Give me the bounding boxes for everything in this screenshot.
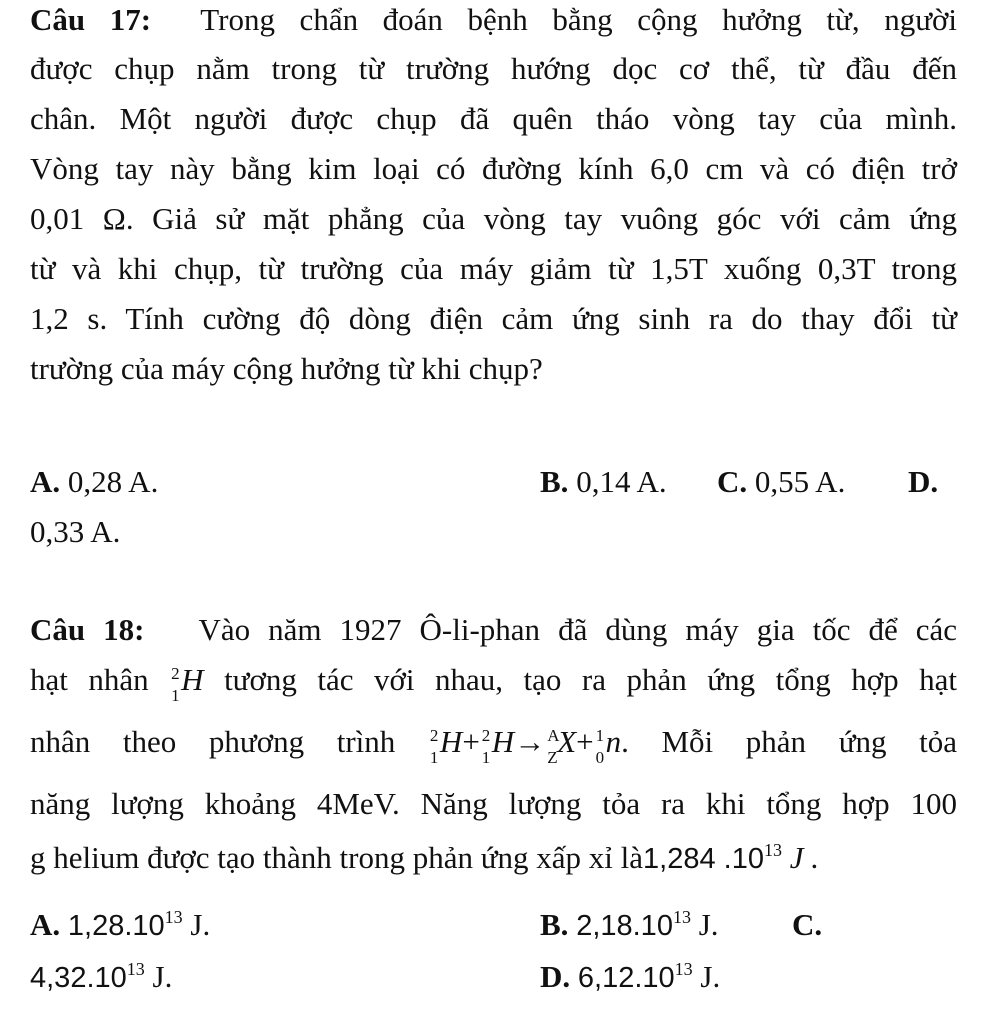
q18-line-5: g helium được tạo thành trong phản ứng xấp xỉ là1,284 $.10^{13}$ J . xyxy=(30,840,820,875)
q18-label: Câu 18: xyxy=(30,612,145,647)
q18-option-a: A. 1,28.10$^{13}$ J. xyxy=(30,907,211,942)
q17-option-d-text: 0,33 A. xyxy=(30,514,121,549)
q17-line-8: trường của máy cộng hưởng từ khi chụp? xyxy=(30,351,543,386)
q17-line-4: Vòng tay này bằng kim loại có đường kính 6,0 cm và có điện trở xyxy=(30,151,957,186)
q17-line-2: được chụp nằm trong từ trường hướng dọc cơ thể, từ đầu đến xyxy=(30,51,957,86)
q18-line-3: nhân theo phương trình 2 1 H+ 2 1 H→ A Z X+ 1 0 n. Mỗi phản ứng tỏa xyxy=(30,724,958,767)
q17-label: Câu 17: xyxy=(30,2,152,37)
q18-line-4: năng lượng khoảng 4MeV. Năng lượng tỏa ra khi tổng hợp 100 xyxy=(30,786,957,821)
q17-line-6: từ và khi chụp, từ trường của máy giảm từ 1,5T xuống 0,3T trong xyxy=(30,251,957,286)
q18-line-2: hạt nhân 2 1 H tương tác với nhau, tạo ra phản ứng tổng hợp hạt xyxy=(30,662,957,705)
q17-option-b: B. 0,14 A. xyxy=(540,464,667,499)
reaction-equation: 2 1 H+ 2 1 H→ A Z X+ 1 0 n xyxy=(429,724,622,767)
q17-line-5: 0,01 Ω. Giả sử mặt phẳng của vòng tay vuông góc với cảm ứng xyxy=(30,201,957,236)
q17-line-3: chân. Một người được chụp đã quên tháo vòng tay của mình. xyxy=(30,101,957,136)
q18-option-c-label: C. xyxy=(792,907,823,942)
q18-line-1: Câu 18: Vào năm 1927 Ô-li-phan đã dùng máy gia tốc để các xyxy=(30,612,958,647)
q18-option-c-text: 4,32.10$^{13}$ J. xyxy=(30,959,173,994)
q17-text-1: Trong chẩn đoán bệnh bằng cộng hưởng từ, người xyxy=(200,2,958,37)
deuterium-symbol: 2 1 H xyxy=(171,662,204,705)
q17-option-a: A. 0,28 A. xyxy=(30,464,159,499)
q18-option-b: B. 2,18.10$^{13}$ J. xyxy=(540,907,719,942)
q17-option-c: C. 0,55 A. xyxy=(717,464,846,499)
q17-line-7: 1,2 s. Tính cường độ dòng điện cảm ứng sinh ra do thay đổi từ xyxy=(30,301,957,336)
q17-line-1 xyxy=(30,2,957,38)
q17-option-d-label: D. xyxy=(908,464,939,499)
q18-option-d: D. 6,12.10$^{13}$ J. xyxy=(540,959,721,994)
